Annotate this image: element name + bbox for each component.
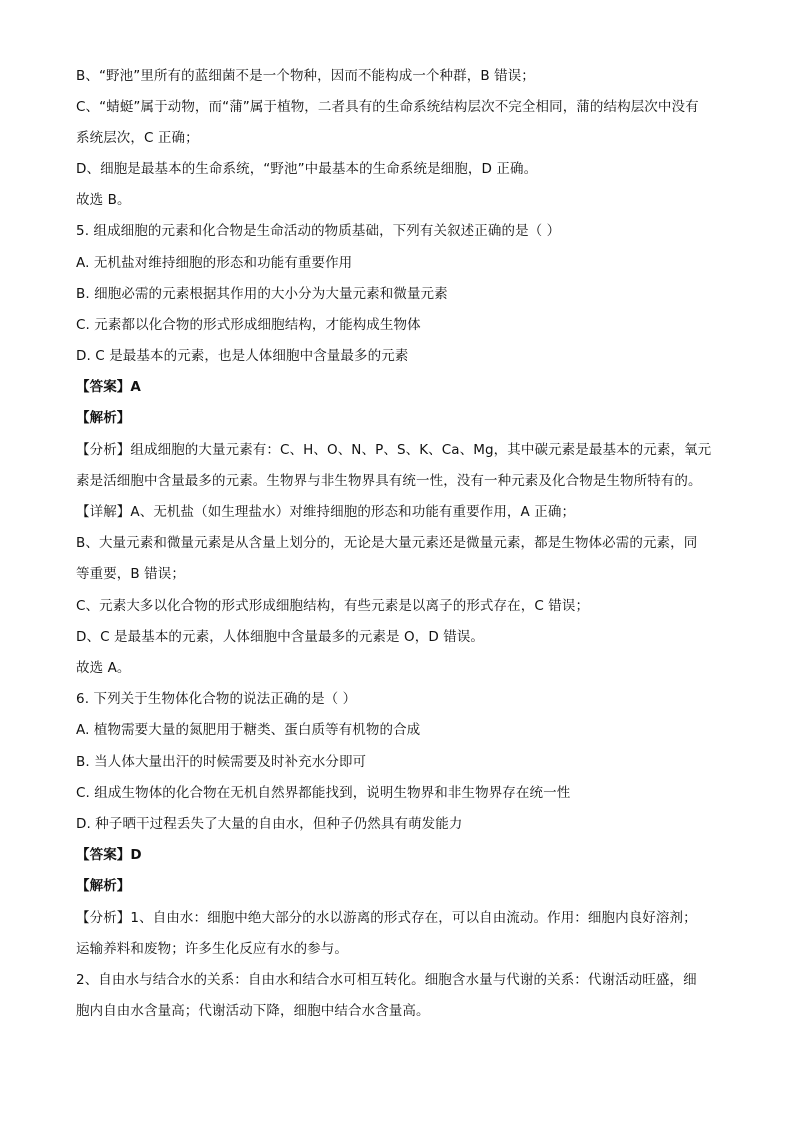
question-6-stem: 6. 下列关于生物体化合物的说法正确的是（ ） — [76, 691, 357, 707]
question-5-option-b: B. 细胞必需的元素根据其作用的大小分为大量元素和微量元素 — [76, 286, 448, 302]
text-line: 运输养料和废物；许多生化反应有水的参与。 — [76, 941, 348, 957]
question-5-option-a: A. 无机盐对维持细胞的形态和功能有重要作用 — [76, 255, 353, 271]
text-line: 【分析】1、自由水：细胞中绝大部分的水以游离的形式存在，可以自由流动。作用：细胞内良好溶剂； — [76, 910, 697, 926]
question-5-stem: 5. 组成细胞的元素和化合物是生命活动的物质基础，下列有关叙述正确的是（ ） — [76, 223, 561, 239]
text-line: 素是活细胞中含量最多的元素。生物界与非生物界具有统一性，没有一种元素及化合物是生物所特有的。 — [76, 473, 702, 489]
text-line: C、元素大多以化合物的形式形成细胞结构，有些元素是以离子的形式存在，C 错误； — [76, 598, 590, 614]
text-line: 系统层次，C 正确； — [76, 130, 199, 146]
text-line: D、细胞是最基本的生命系统，“野池”中最基本的生命系统是细胞，D 正确。 — [76, 161, 538, 177]
question-6-option-c: C. 组成生物体的化合物在无机自然界都能找到，说明生物界和非生物界存在统一性 — [76, 785, 571, 801]
text-line: 2、自由水与结合水的关系：自由水和结合水可相互转化。细胞含水量与代谢的关系：代谢活动旺盛，细 — [76, 972, 697, 988]
text-line: 【详解】A、无机盐（如生理盐水）对维持细胞的形态和功能有重要作用，A 正确； — [76, 504, 576, 520]
question-5-option-d: D. C 是最基本的元素，也是人体细胞中含量最多的元素 — [76, 348, 409, 364]
analysis-label: 【解析】 — [76, 410, 131, 426]
question-6-option-b: B. 当人体大量出汗的时候需要及时补充水分即可 — [76, 754, 367, 770]
text-line: 【分析】组成细胞的大量元素有：C、H、O、N、P、S、K、Ca、Mg，其中碳元素是最基本的元素，氧元 — [76, 442, 712, 458]
text-line: 故选 B。 — [76, 192, 131, 208]
analysis-label: 【解析】 — [76, 878, 131, 894]
text-line: C、“蜻蜓”属于动物，而“蒲”属于植物，二者具有的生命系统结构层次不完全相同，蒲的结构层次中没有 — [76, 99, 699, 115]
question-5-option-c: C. 元素都以化合物的形式形成细胞结构，才能构成生物体 — [76, 317, 421, 333]
question-6-option-a: A. 植物需要大量的氮肥用于糖类、蛋白质等有机物的合成 — [76, 722, 421, 738]
answer-label: 【答案】A — [76, 379, 141, 395]
text-line: D、C 是最基本的元素，人体细胞中含量最多的元素是 O，D 错误。 — [76, 629, 485, 645]
text-line: 故选 A。 — [76, 660, 131, 676]
text-line: B、大量元素和微量元素是从含量上划分的，无论是大量元素还是微量元素，都是生物体必需的元素，同 — [76, 535, 698, 551]
answer-label: 【答案】D — [76, 847, 142, 863]
text-line: 胞内自由水含量高；代谢活动下降，细胞中结合水含量高。 — [76, 1003, 430, 1019]
text-line: B、“野池”里所有的蓝细菌不是一个物种，因而不能构成一个种群，B 错误； — [76, 68, 535, 84]
text-line: 等重要，B 错误； — [76, 566, 185, 582]
question-6-option-d: D. 种子晒干过程丢失了大量的自由水，但种子仍然具有萌发能力 — [76, 816, 463, 832]
